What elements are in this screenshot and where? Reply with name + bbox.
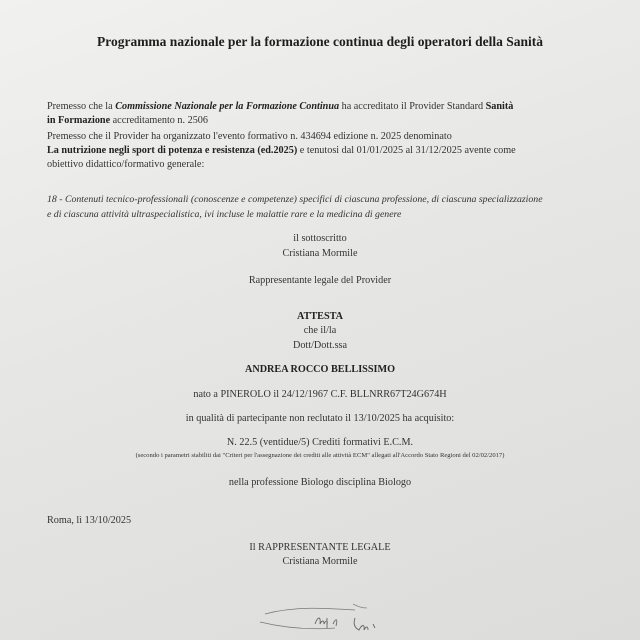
representative-name: Cristiana Mormile [282,248,358,259]
event-title: La nutrizione negli sport di potenza e resistenza (ed.2025) [47,145,298,156]
objective-line-2: e di ciascuna attività ultraspecialistica, ivi incluse le malattie rare e la medicina di genere [47,209,402,220]
che-il-la: che il/la [303,325,337,336]
participant-name: ANDREA ROCCO BELLISSIMO [244,364,395,375]
participation-info: in qualità di partecipante non reclutato il 13/10/2025 ha acquisito: [185,413,455,424]
attesta-heading: ATTESTA [296,311,344,322]
premise-1 [47,101,513,112]
undersigned: il sottoscritto [293,233,347,244]
objective-line-1: 18 - Contenuti tecnico-professionali (conoscenze e competenze) specifici di ciascuna professione, di ciascuna specializzazione [47,194,543,205]
event-dates: e tenutosi dal 01/01/2025 al 31/12/2025 avente come [297,145,516,156]
place-date: Roma, lì 13/10/2025 [47,515,132,526]
signature-name: Cristiana Mormile [282,556,358,567]
provider-name-cont: in Formazione [47,115,111,126]
commission-name: Commissione Nazionale per la Formazione Continua [115,101,340,112]
objective-intro: obiettivo didattico/formativo generale: [47,159,205,170]
criteria-note: (secondo i parametri stabiliti dai "Criteri per l'assegnazione dei crediti alle attività ECM" allegati all'Accordo Stato Regioni del 02/02/2017) [135,452,505,459]
credits: N. 22.5 (ventidue/5) Crediti formativi E.C.M. [226,437,414,448]
provider-name: Sanità [485,101,514,112]
text: Premesso che la [47,101,116,112]
profession: nella professione Biologo disciplina Biologo [228,477,412,488]
signature-title: Il RAPPRESENTANTE LEGALE [249,542,391,553]
representative-role: Rappresentante legale del Provider [248,275,392,286]
event-line [47,145,516,156]
premise-2: Premesso che il Provider ha organizzato l'evento formativo n. 434694 edizione n. 2025 denominato [47,131,452,142]
document-title: Programma nazionale per la formazione continua degli operatori della Sanità [96,34,544,49]
birth-info: nato a PINEROLO il 24/12/1967 C.F. BLLNRR67T24G674H [193,389,447,400]
handwritten-signature [255,596,415,640]
accreditation: accreditamento n. 2506 [110,115,208,126]
title-dott: Dott/Dott.ssa [292,340,348,351]
premise-1b [47,115,208,126]
text: ha accreditato il Provider Standard [339,101,486,112]
